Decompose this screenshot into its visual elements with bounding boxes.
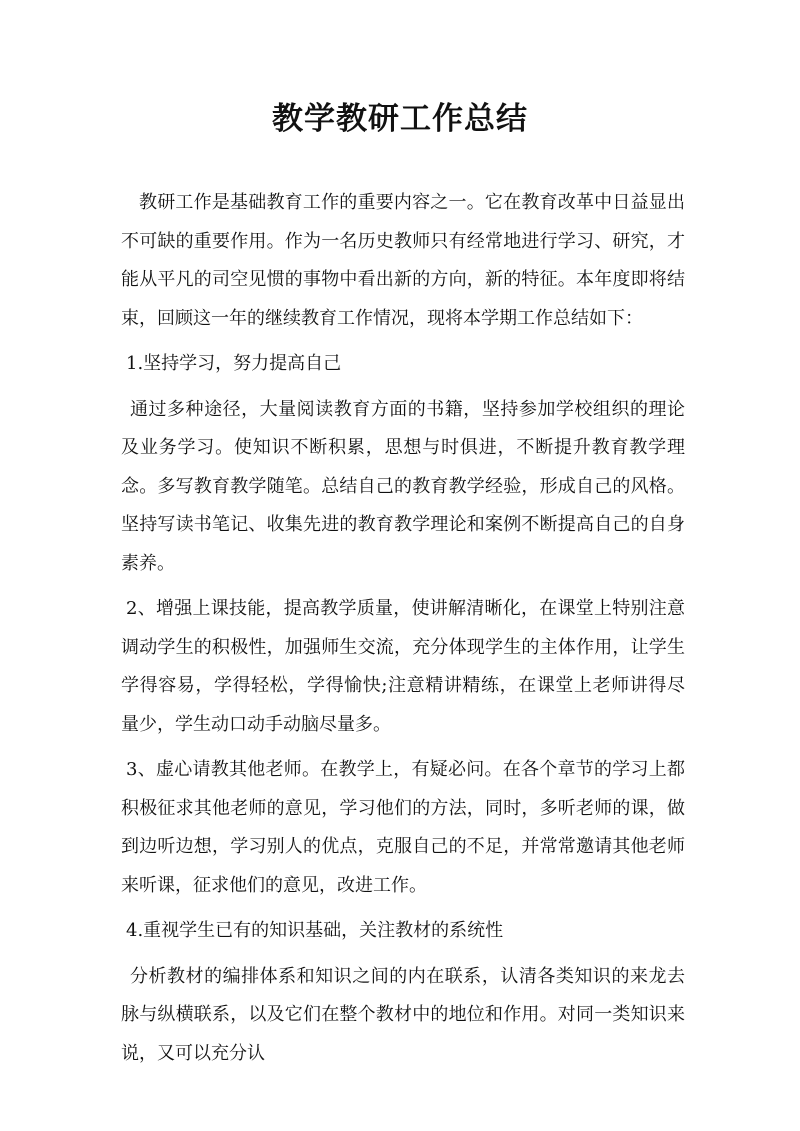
section-paragraph-1: 通过多种途径，大量阅读教育方面的书籍，坚持参加学校组织的理论及业务学习。使知识不断积累，思想与时俱进，不断提升教育教学理念。多写教育教学随笔。总结自己的教育教学经验，形成自己的风格。坚持写读书笔记、收集先进的教育教学理论和案例不断提高自己的自身素养。 (121, 398, 685, 574)
section-heading-4: 4.重视学生已有的知识基础，关注教材的系统性 (126, 920, 504, 941)
section-paragraph-3: 3、虚心请教其他老师。在教学上，有疑必问。在各个章节的学习上都积极征求其他老师的意见，学习他们的方法，同时，多听老师的课，做到边听边想，学习别人的优点，克服自己的不足，并常常邀请其他老师来听课，征求他们的意见，改进工作。 (121, 759, 685, 896)
intro-paragraph: 教研工作是基础教育工作的重要内容之一。它在教育改革中日益显出不可缺的重要作用。作为一名历史教师只有经常地进行学习、研究，才能从平凡的司空见惯的事物中看出新的方向，新的特征。本年度即将结束，回顾这一年的继续教育工作情况，现将本学期工作总结如下： (121, 192, 685, 329)
document-title: 教学教研工作总结 (272, 101, 528, 137)
section-paragraph-4: 分析教材的编排体系和知识之间的内在联系，认清各类知识的来龙去脉与纵横联系，以及它们在整个教材中的地位和作用。对同一类知识来说，又可以充分认 (121, 965, 685, 1064)
section-paragraph-2: 2、增强上课技能，提高教学质量，使讲解清晰化，在课堂上特别注意调动学生的积极性，加强师生交流，充分体现学生的主体作用，让学生学得容易，学得轻松，学得愉快;注意精讲精练，在课堂上老师讲得尽量少，学生动口动手动脑尽量多。 (121, 598, 685, 735)
document-body (121, 184, 685, 1080)
section-heading-1: 1.坚持学习，努力提高自己 (126, 353, 342, 374)
